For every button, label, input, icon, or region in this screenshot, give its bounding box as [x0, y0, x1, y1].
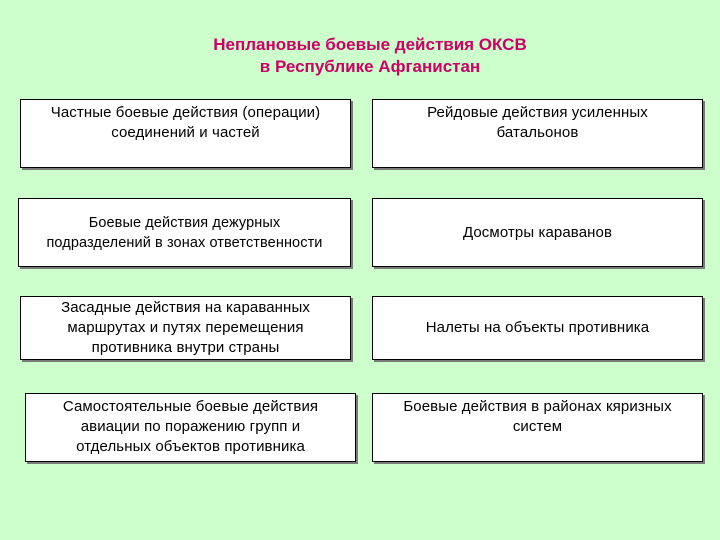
box-ambush-actions [20, 296, 351, 360]
box-aviation-actions-text: Самостоятельные боевые действия авиации по поражению групп и отдельных объектов противника [62, 398, 319, 455]
box-kariz-systems-text: Боевые действия в районах кяризных систем [403, 398, 672, 435]
diagram-title [0, 34, 720, 78]
title-line-2: в Республике Афганистан [259, 57, 481, 76]
box-private-operations-text: Частные боевые действия (операции) соединений и частей [50, 104, 321, 141]
box-kariz-systems [372, 393, 703, 462]
box-duty-units-text: Боевые действия дежурных подразделений в зонах ответственности [46, 214, 323, 251]
box-caravan-inspections-text: Досмотры караванов [462, 223, 613, 241]
box-raid-actions-text: Рейдовые действия усиленных батальонов [427, 104, 648, 141]
box-raids-on-targets-text: Налеты на объекты противника [425, 319, 650, 336]
box-ambush-actions-text: Засадные действия на караванных маршрутах и путях перемещения противника внутри страны [61, 299, 310, 356]
box-caravan-inspections [372, 198, 703, 267]
box-raid-actions [372, 99, 703, 168]
box-aviation-actions [25, 393, 356, 462]
box-raids-on-targets [372, 296, 703, 360]
title-line-1: Неплановые боевые действия ОКСВ [213, 35, 527, 54]
box-duty-units [18, 198, 351, 267]
box-private-operations [20, 99, 351, 168]
